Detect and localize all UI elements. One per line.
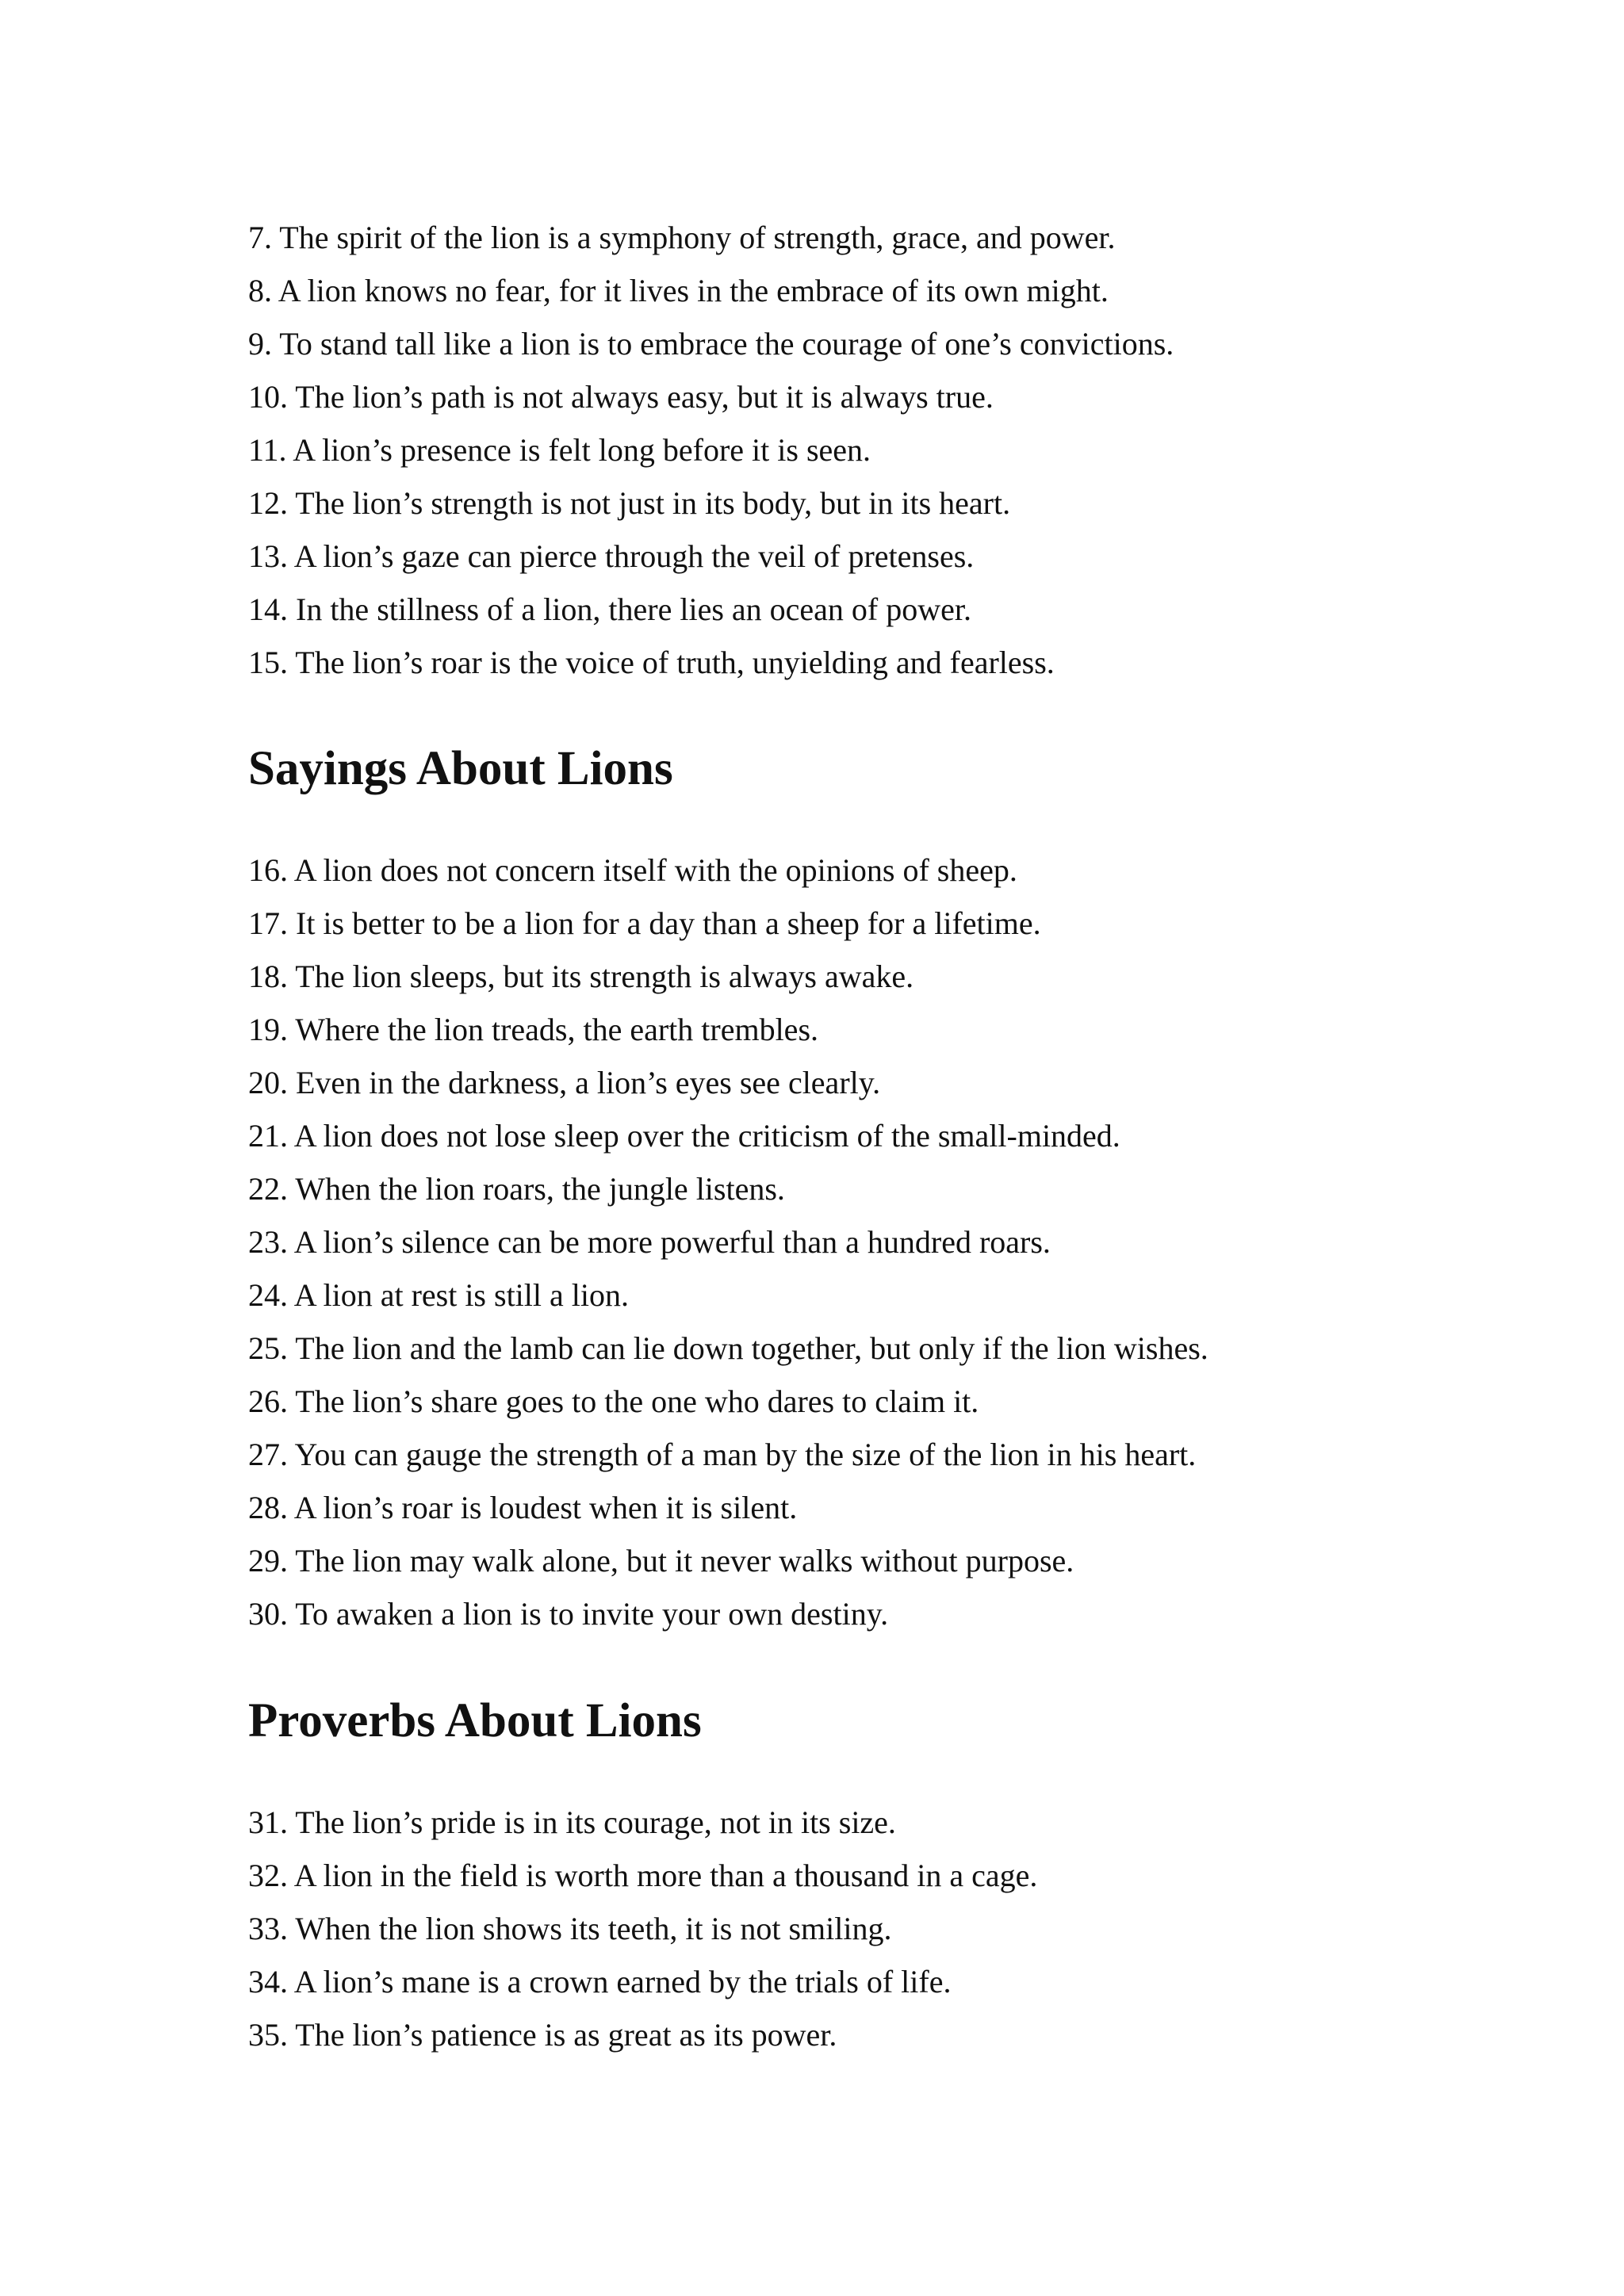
list-item: 32. A lion in the field is worth more than a thousand in a cage. xyxy=(248,1858,1038,1893)
list-item: 20. Even in the darkness, a lion’s eyes see clearly. xyxy=(248,1065,881,1100)
list-item: 17. It is better to be a lion for a day than a sheep for a lifetime. xyxy=(248,905,1041,941)
section-heading-proverbs: Proverbs About Lions xyxy=(248,1694,702,1747)
list-item: 16. A lion does not concern itself with the opinions of sheep. xyxy=(248,852,1017,888)
list-item: 33. When the lion shows its teeth, it is not smiling. xyxy=(248,1911,892,1946)
list-item: 35. The lion’s patience is as great as its power. xyxy=(248,2017,837,2053)
list-item: 29. The lion may walk alone, but it never walks without purpose. xyxy=(248,1543,1074,1578)
list-item: 18. The lion sleeps, but its strength is always awake. xyxy=(248,959,914,994)
proverbs-list xyxy=(248,1796,1438,2061)
section-heading-sayings: Sayings About Lions xyxy=(248,742,673,795)
list-item: 12. The lion’s strength is not just in its body, but in its heart. xyxy=(248,485,1011,521)
list-item: 23. A lion’s silence can be more powerful than a hundred roars. xyxy=(248,1224,1051,1260)
list-item: 15. The lion’s roar is the voice of truth, unyielding and fearless. xyxy=(248,645,1055,680)
list-item: 31. The lion’s pride is in its courage, not in its size. xyxy=(248,1804,896,1840)
list-item: 21. A lion does not lose sleep over the criticism of the small-minded. xyxy=(248,1118,1120,1154)
list-item: 9. To stand tall like a lion is to embrace the courage of one’s convictions. xyxy=(248,326,1174,362)
list-item: 11. A lion’s presence is felt long before it is seen. xyxy=(248,432,871,468)
list-item: 27. You can gauge the strength of a man by the size of the lion in his heart. xyxy=(248,1437,1197,1472)
document-content xyxy=(248,211,1438,2061)
list-item: 30. To awaken a lion is to invite your own destiny. xyxy=(248,1596,889,1632)
list-item: 22. When the lion roars, the jungle listens. xyxy=(248,1171,785,1207)
list-item: 28. A lion’s roar is loudest when it is silent. xyxy=(248,1490,798,1525)
list-item: 24. A lion at rest is still a lion. xyxy=(248,1277,629,1313)
intro-list xyxy=(248,211,1438,689)
list-item: 7. The spirit of the lion is a symphony of strength, grace, and power. xyxy=(248,220,1116,255)
sayings-list xyxy=(248,844,1438,1640)
list-item: 14. In the stillness of a lion, there lies an ocean of power. xyxy=(248,591,971,627)
list-item: 10. The lion’s path is not always easy, but it is always true. xyxy=(248,379,994,415)
list-item: 13. A lion’s gaze can pierce through the veil of pretenses. xyxy=(248,538,975,574)
list-item: 34. A lion’s mane is a crown earned by the trials of life. xyxy=(248,1964,952,1999)
list-item: 26. The lion’s share goes to the one who dares to claim it. xyxy=(248,1383,979,1419)
list-item: 8. A lion knows no fear, for it lives in the embrace of its own might. xyxy=(248,273,1109,308)
list-item: 25. The lion and the lamb can lie down together, but only if the lion wishes. xyxy=(248,1330,1208,1366)
list-item: 19. Where the lion treads, the earth trembles. xyxy=(248,1012,819,1047)
